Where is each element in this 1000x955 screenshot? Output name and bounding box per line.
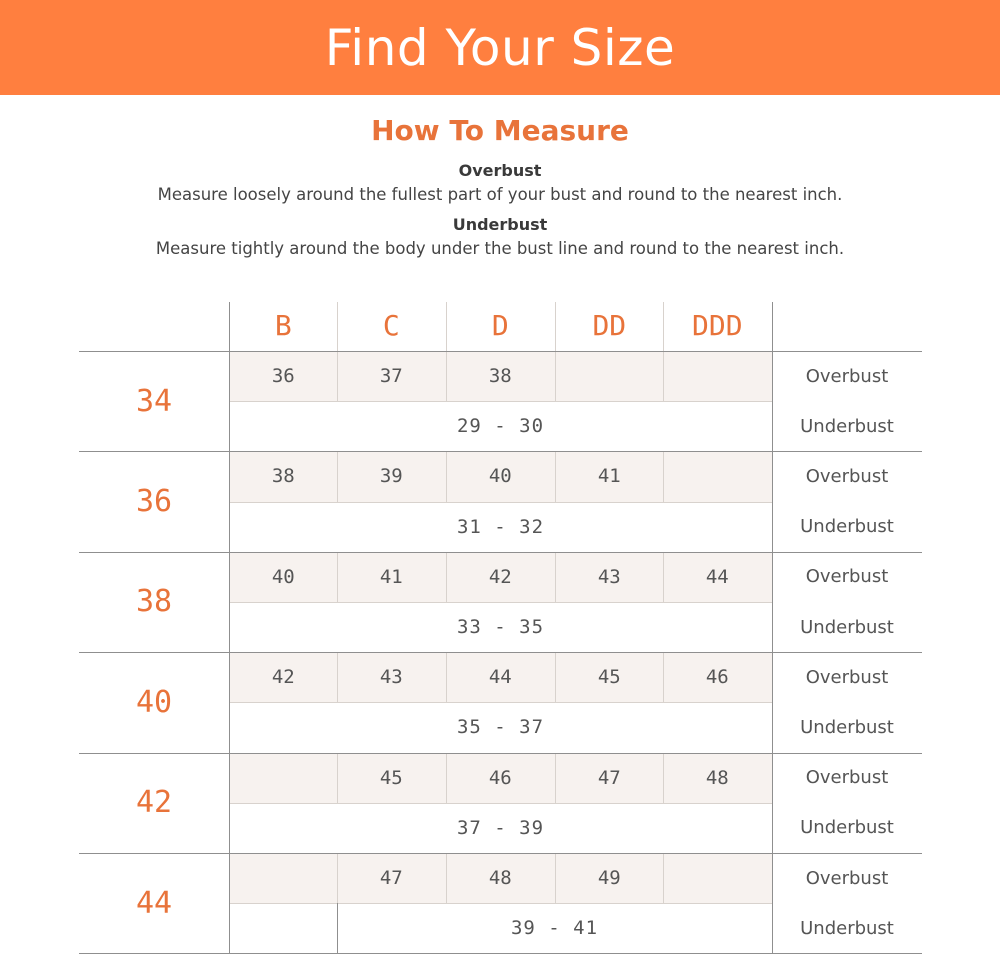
band-size-label: 40 (135, 684, 173, 720)
underbust-row-label: Underbust (800, 516, 894, 538)
overbust-instruction: Measure loosely around the fullest part of your bust and round to the nearest inch. (157, 185, 843, 204)
overbust-cell: 44 (446, 652, 555, 702)
half-divider (229, 903, 772, 904)
cell-divider (446, 652, 447, 702)
underbust-row-label: Underbust (800, 616, 894, 638)
overbust-cell: 43 (337, 652, 446, 702)
half-divider (229, 401, 772, 402)
cell-divider (446, 753, 447, 803)
overbust-cell: 44 (663, 552, 772, 602)
overbust-cell: 38 (229, 451, 338, 501)
overbust-cell: 45 (555, 652, 664, 702)
half-divider (229, 502, 772, 503)
overbust-cell (229, 753, 338, 803)
overbust-cell: 41 (555, 451, 664, 501)
overbust-row-label: Overbust (805, 867, 889, 889)
cell-divider (337, 351, 338, 401)
cell-divider (663, 853, 664, 903)
cell-divider (555, 853, 556, 903)
underbust-heading: Underbust (452, 215, 548, 234)
overbust-cell: 46 (446, 753, 555, 803)
overbust-row-label: Overbust (805, 566, 889, 588)
overbust-cell: 42 (229, 652, 338, 702)
group-border (79, 451, 922, 452)
overbust-cell: 38 (446, 351, 555, 401)
header-divider (446, 302, 447, 351)
underbust-range: 33 - 35 (456, 616, 545, 639)
cup-header: DD (592, 309, 627, 342)
underbust-row-label: Underbust (800, 817, 894, 839)
underbust-range: 37 - 39 (456, 816, 545, 839)
overbust-cell: 37 (337, 351, 446, 401)
cell-divider (337, 853, 338, 903)
cup-header: DDD (692, 309, 743, 342)
overbust-cell: 48 (446, 853, 555, 903)
underbust-range: 29 - 30 (456, 415, 545, 438)
overbust-cell: 49 (555, 853, 664, 903)
underbust-row-label: Underbust (800, 917, 894, 939)
right-border (772, 302, 773, 953)
overbust-cell: 45 (337, 753, 446, 803)
underbust-range: 31 - 32 (456, 515, 545, 538)
group-border (79, 652, 922, 653)
overbust-cell (663, 853, 772, 903)
cell-divider (446, 351, 447, 401)
how-to-measure-title: How To Measure (371, 114, 629, 147)
overbust-cell: 47 (337, 853, 446, 903)
cell-divider (555, 351, 556, 401)
overbust-cell: 42 (446, 552, 555, 602)
underbust-row-label: Underbust (800, 716, 894, 738)
cell-divider (337, 451, 338, 501)
cell-divider (337, 753, 338, 803)
overbust-cell (663, 351, 772, 401)
half-divider (229, 702, 772, 703)
band-size-label: 42 (135, 785, 173, 821)
overbust-cell (555, 351, 664, 401)
group-border (79, 853, 922, 854)
cup-header: D (491, 309, 509, 342)
overbust-row-label: Overbust (805, 465, 889, 487)
half-divider (229, 803, 772, 804)
band-size-label: 44 (135, 885, 173, 921)
overbust-heading: Overbust (458, 161, 542, 180)
band-size-label: 34 (135, 383, 173, 419)
underbust-range: 35 - 37 (456, 716, 545, 739)
overbust-cell (229, 853, 338, 903)
cell-divider (663, 451, 664, 501)
overbust-row-label: Overbust (805, 365, 889, 387)
page-title: Find Your Size (324, 19, 676, 77)
overbust-cell: 36 (229, 351, 338, 401)
band-size-label: 38 (135, 584, 173, 620)
overbust-cell: 46 (663, 652, 772, 702)
cell-divider (446, 451, 447, 501)
cell-divider (663, 753, 664, 803)
cell-divider (337, 552, 338, 602)
overbust-cell: 48 (663, 753, 772, 803)
underbust-range: 39 - 41 (510, 917, 599, 940)
overbust-cell: 41 (337, 552, 446, 602)
left-border (229, 302, 230, 953)
overbust-cell: 39 (337, 451, 446, 501)
header-divider (337, 302, 338, 351)
cup-header: B (274, 309, 292, 342)
overbust-cell (663, 451, 772, 501)
cell-divider (663, 652, 664, 702)
header-divider (663, 302, 664, 351)
header-divider (555, 302, 556, 351)
overbust-cell: 47 (555, 753, 664, 803)
cell-divider (555, 753, 556, 803)
overbust-cell: 43 (555, 552, 664, 602)
half-divider (229, 602, 772, 603)
overbust-row-label: Overbust (805, 666, 889, 688)
overbust-row-label: Overbust (805, 767, 889, 789)
overbust-cell: 40 (229, 552, 338, 602)
cell-divider (337, 652, 338, 702)
cup-header: C (382, 309, 400, 342)
underbust-left-border (337, 903, 338, 953)
overbust-cell: 40 (446, 451, 555, 501)
group-border (79, 552, 922, 553)
cell-divider (663, 552, 664, 602)
cell-divider (446, 853, 447, 903)
group-border (79, 953, 922, 954)
group-border (79, 753, 922, 754)
group-border (79, 351, 922, 352)
cell-divider (663, 351, 664, 401)
underbust-instruction: Measure tightly around the body under the bust line and round to the nearest inch. (155, 239, 845, 258)
cell-divider (555, 652, 556, 702)
cell-divider (446, 552, 447, 602)
cell-divider (555, 552, 556, 602)
band-size-label: 36 (135, 484, 173, 520)
cell-divider (555, 451, 556, 501)
underbust-row-label: Underbust (800, 415, 894, 437)
